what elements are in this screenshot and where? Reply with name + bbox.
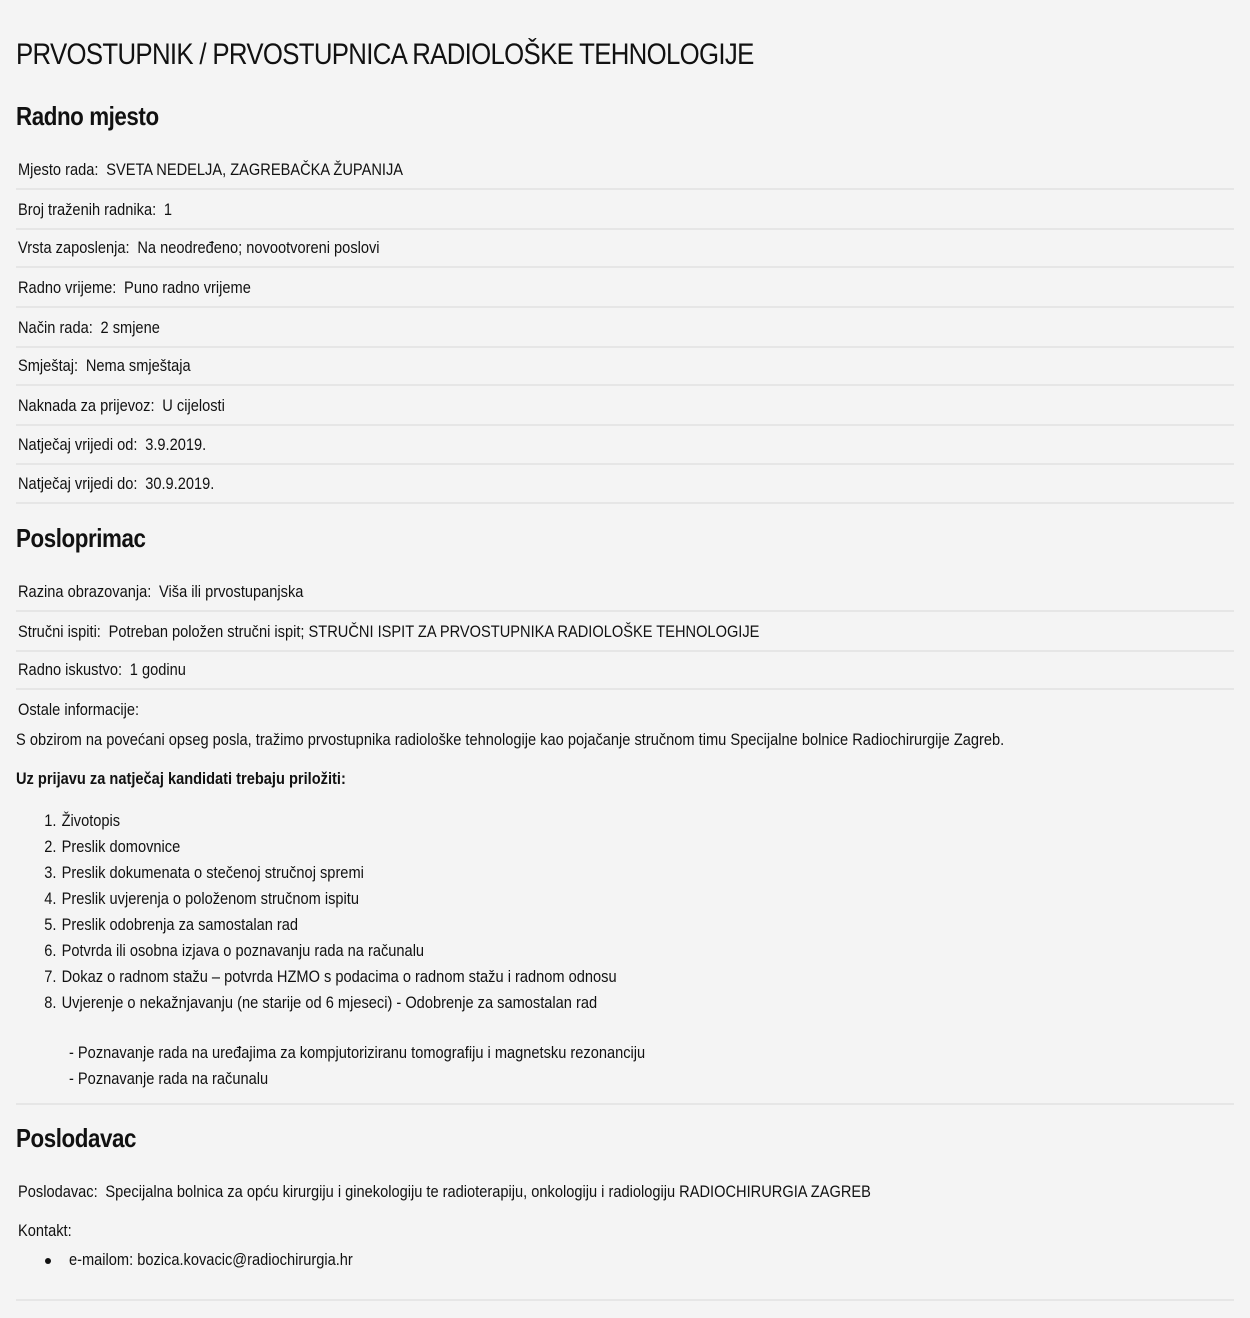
row-label: Naknada za prijevoz: xyxy=(18,396,155,415)
list-item: 1. Životopis xyxy=(44,811,121,830)
row-value: 2 smjene xyxy=(100,318,160,337)
row-value: 1 xyxy=(163,200,173,219)
dodatno-item: - Poznavanje rada na računalu xyxy=(69,1069,269,1088)
info-row-broj-radnika xyxy=(16,190,1234,230)
prilozi-list xyxy=(16,808,714,1016)
row-value: Specijalna bolnica za opću kirurgiju i ginekologiju te radioterapiju, onkologiju i radiologiju RADIOCHIRURGIA ZAGREB xyxy=(105,1182,871,1201)
info-row-mjesto-rada xyxy=(16,150,1234,190)
row-label: Razina obrazovanja: xyxy=(18,582,152,601)
row-label: Radno iskustvo: xyxy=(18,660,123,679)
row-label: Stručni ispiti: xyxy=(18,622,101,641)
section-heading-poslodavac: Poslodavac xyxy=(16,1123,136,1153)
info-row-strucni-ispiti xyxy=(16,612,1234,652)
info-row-vrijedi-od xyxy=(16,425,1234,465)
prilozi-heading: Uz prijavu za natječaj kandidati trebaju priložiti: xyxy=(16,769,346,788)
list-item: 7. Dokaz o radnom stažu – potvrda HZMO s podacima o radnom stažu i radnom odnosu xyxy=(44,967,617,986)
info-row-vrsta-zaposlenja xyxy=(16,228,1234,268)
row-label: Radno vrijeme: xyxy=(18,278,117,297)
row-value: U cijelosti xyxy=(162,396,225,415)
row-label: Broj traženih radnika: xyxy=(18,200,157,219)
row-label: Ostale informacije: xyxy=(18,700,140,719)
section-divider xyxy=(16,1103,1234,1105)
list-item: 2. Preslik domovnice xyxy=(44,837,181,856)
row-value: SVETA NEDELJA, ZAGREBAČKA ŽUPANIJA xyxy=(106,160,404,179)
row-value: Nema smještaja xyxy=(85,356,191,375)
list-item: 5. Preslik odobrenja za samostalan rad xyxy=(44,915,299,934)
ostale-informacije-text: S obzirom na povećani opseg posla, tražimo prvostupnika radiološke tehnologije kao pojačanje stručnom timu Specijalne bolnice Radiochirurgije Zagreb. xyxy=(16,730,1005,749)
list-item: 6. Potvrda ili osobna izjava o poznavanju rada na računalu xyxy=(44,941,425,960)
info-row-poslodavac xyxy=(16,1172,1234,1212)
info-row-kontakt xyxy=(16,1211,1234,1251)
bullet-icon xyxy=(45,1258,51,1264)
info-row-ostale-informacije xyxy=(16,690,1234,730)
row-value: Potreban položen stručni ispit; STRUČNI ISPIT ZA PRVOSTUPNIKA RADIOLOŠKE TEHNOLOGIJE xyxy=(108,622,760,641)
row-label: Natječaj vrijedi od: xyxy=(18,435,138,454)
row-value: 1 godinu xyxy=(129,660,186,679)
info-row-razina-obrazovanja xyxy=(16,572,1234,612)
info-row-vrijedi-do xyxy=(16,464,1234,504)
row-label: Kontakt: xyxy=(18,1221,72,1240)
info-row-radno-vrijeme xyxy=(16,268,1234,308)
row-value: 30.9.2019. xyxy=(145,474,215,493)
row-label: Vrsta zaposlenja: xyxy=(18,238,130,257)
info-row-smjestaj xyxy=(16,346,1234,386)
info-row-nacin-rada xyxy=(16,308,1234,348)
dodatno-item: - Poznavanje rada na uređajima za kompjutoriziranu tomografiju i magnetsku rezonanciju xyxy=(69,1043,646,1062)
list-item: 8. Uvjerenje o nekažnjavanju (ne starije od 6 mjeseci) - Odobrenje za samostalan rad xyxy=(44,993,598,1012)
row-value: Puno radno vrijeme xyxy=(124,278,251,297)
row-value: Viša ili prvostupanjska xyxy=(159,582,304,601)
row-value: Na neodređeno; novootvoreni poslovi xyxy=(137,238,380,257)
row-label: Natječaj vrijedi do: xyxy=(18,474,138,493)
section-divider xyxy=(16,1299,1234,1301)
row-value: 3.9.2019. xyxy=(145,435,207,454)
page-title: PRVOSTUPNIK / PRVOSTUPNICA RADIOLOŠKE TEHNOLOGIJE xyxy=(16,38,754,71)
row-label: Poslodavac: xyxy=(18,1182,98,1201)
section-heading-radno-mjesto: Radno mjesto xyxy=(16,101,159,131)
list-item: 4. Preslik uvjerenja o položenom stručnom ispitu xyxy=(44,889,359,908)
kontakt-email: e-mailom: bozica.kovacic@radiochirurgia.hr xyxy=(69,1250,353,1269)
list-item: 3. Preslik dokumenata o stečenoj stručnoj spremi xyxy=(44,863,364,882)
row-label: Način rada: xyxy=(18,318,93,337)
section-heading-posloprimac: Posloprimac xyxy=(16,523,146,553)
info-row-naknada-prijevoz xyxy=(16,386,1234,426)
row-label: Mjesto rada: xyxy=(18,160,99,179)
info-row-radno-iskustvo xyxy=(16,650,1234,690)
row-label: Smještaj: xyxy=(18,356,79,375)
